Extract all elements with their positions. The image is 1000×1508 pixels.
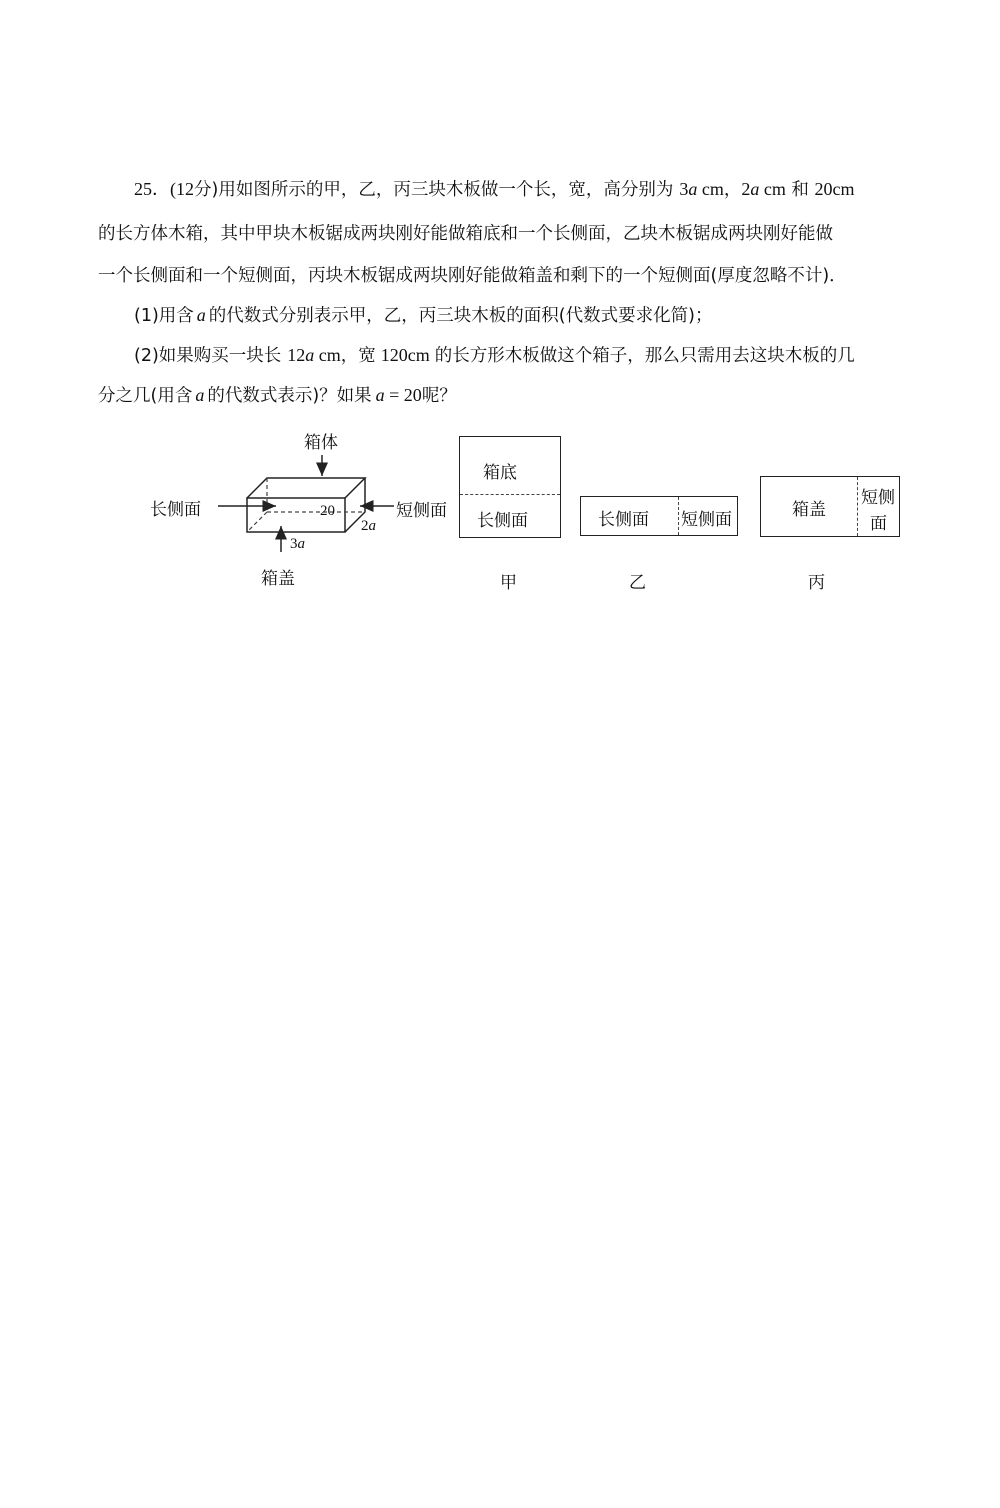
- q2-length-unit: cm: [314, 345, 341, 365]
- board-bing-right-bottom-label: 面: [870, 514, 887, 534]
- q2-length-variable: a: [305, 345, 315, 365]
- board-bing-left-label: 箱盖: [792, 500, 826, 520]
- width-variable: a: [368, 518, 376, 534]
- q2b-variable-2: a: [375, 385, 385, 405]
- figure: [0, 420, 1000, 600]
- board-yi-left-label: 长侧面: [598, 510, 649, 530]
- board-jia-divider: [460, 494, 560, 495]
- q2-prefix: (2)如果购买一块长: [134, 346, 282, 366]
- dim3-value: 20cm: [814, 179, 855, 199]
- question-2-continued: [98, 383, 457, 408]
- q2-text: 的长方形木板做这个箱子，那么只需用去这块木板的几: [434, 346, 855, 366]
- label-height-3a: [290, 536, 305, 553]
- separator: ，: [723, 180, 742, 200]
- label-length-20: 20: [320, 503, 335, 519]
- q2b-text: 呢？: [421, 386, 457, 406]
- q1-text: 的代数式分别表示甲，乙，丙三块木板的面积(代数式要求化简)；: [208, 306, 713, 326]
- question-2: [134, 343, 855, 368]
- q2-length-number: 12: [287, 345, 306, 365]
- width-number: 2: [361, 518, 369, 534]
- label-short-side: 短侧面: [396, 501, 447, 521]
- dim2-unit: cm: [759, 179, 786, 199]
- q2-mid: ，宽: [340, 346, 376, 366]
- q2b-equation: = 20: [384, 385, 422, 405]
- q1-prefix: (1)用含: [134, 306, 194, 326]
- q1-variable: a: [196, 305, 206, 325]
- problem-number: 25．: [134, 179, 170, 199]
- box-top-face: [247, 478, 365, 498]
- problem-line-1: [134, 177, 854, 202]
- and-word: 和: [785, 180, 815, 200]
- label-box-body: 箱体: [304, 433, 338, 453]
- problem-line-3: 一个长侧面和一个短侧面，丙块木板锯成两块刚好能做箱盖和剩下的一个短侧面(厚度忽略不计)．: [98, 266, 847, 286]
- board-yi-divider: [678, 497, 679, 535]
- board-jia-bottom-label: 长侧面: [477, 511, 528, 531]
- dim2-variable: a: [750, 179, 760, 199]
- label-long-side: 长侧面: [150, 500, 201, 520]
- height-number: 3: [290, 536, 298, 552]
- q2b-prefix: 分之几(用含: [98, 386, 193, 406]
- height-variable: a: [297, 536, 305, 552]
- dim1-variable: a: [688, 179, 698, 199]
- caption-yi: 乙: [629, 573, 646, 593]
- board-yi-right-label: 短侧面: [681, 510, 732, 530]
- hidden-edge: [247, 512, 267, 532]
- dim1-unit: cm: [697, 179, 724, 199]
- label-width-2a: [361, 518, 376, 535]
- question-1: [134, 303, 712, 328]
- dim1-number: 3: [679, 179, 689, 199]
- board-bing-divider: [857, 477, 858, 536]
- caption-bing: 丙: [808, 573, 825, 593]
- dim2-number: 2: [741, 179, 751, 199]
- caption-jia: 甲: [500, 573, 517, 593]
- problem-line-2: 的长方体木箱，其中甲块木板锯成两块刚好能做箱底和一个长侧面，乙块木板锯成两块刚好能做: [98, 224, 833, 244]
- score: (12: [170, 179, 194, 199]
- board-jia-top-label: 箱底: [483, 463, 517, 483]
- q2b-mid: 的代数式表示)？如果: [207, 386, 372, 406]
- label-lid: 箱盖: [261, 569, 295, 589]
- board-bing-right-top-label: 短侧: [861, 488, 895, 508]
- problem-intro: 分)用如图所示的甲，乙，丙三块木板做一个长，宽，高分别为: [194, 180, 674, 200]
- q2b-variable: a: [195, 385, 205, 405]
- q2-width: 120cm: [380, 345, 430, 365]
